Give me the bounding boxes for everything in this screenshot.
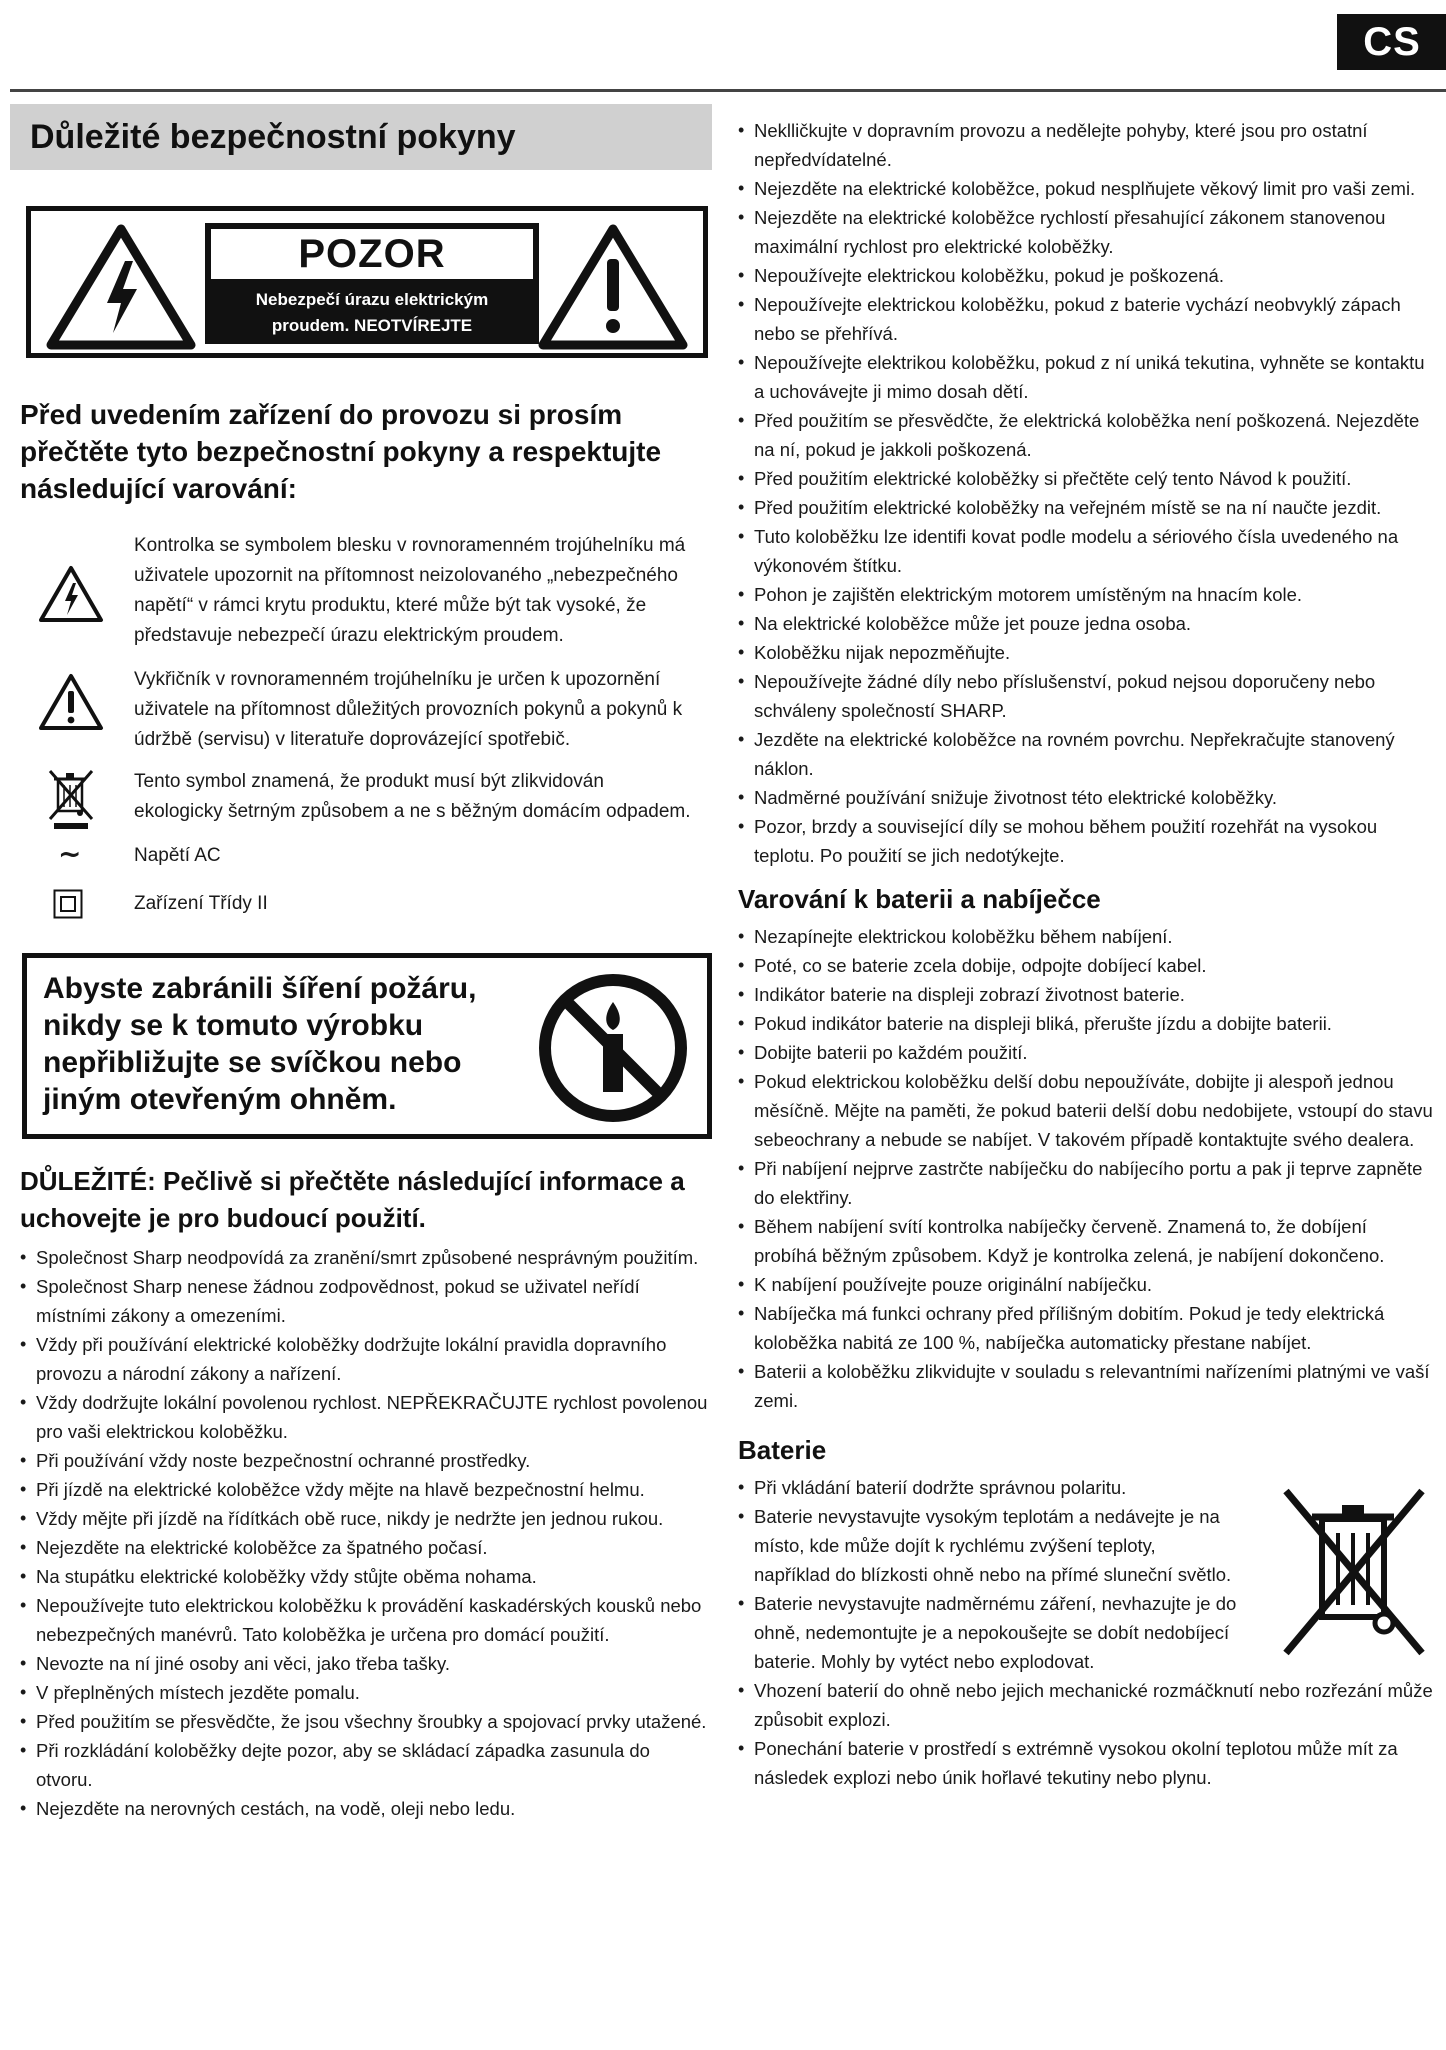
no-candle-icon	[537, 972, 689, 1124]
list-item: • Pohon je zajištěn elektrickým motorem umístěným na hnacím kole.	[738, 580, 1434, 609]
list-item: • Nejezděte na elektrické koloběžce rychlostí přesahující zákonem stanovenou maximální rychlost pro elektrické koloběžky.	[738, 203, 1434, 261]
lightning-triangle-icon	[38, 565, 104, 623]
list-item: • Ponechání baterie v prostředí s extrémně vysokou okolní teplotou může mít za následek explozi nebo únik hořlavé tekutiny nebo plynu.	[738, 1734, 1434, 1792]
symbol-text: Kontrolka se symbolem blesku v rovnoramenném trojúhelníku má uživatele upozornit na přítomnost neizolovaného „nebezpečného napětí“ v rámci krytu produktu, které může být tak vysoké, že představuje nebezpečí úrazu elektrickým proudem.	[134, 535, 686, 646]
list-item: • Nabíječka má funkci ochrany před přílišným dobitím. Pokud je tedy elektrická koloběžka nabitá ze 100 %, nabíječka automaticky přestane nabíjet.	[738, 1299, 1434, 1357]
ac-tilde-icon: ~	[58, 837, 82, 870]
section-title: Důležité bezpečnostní pokyny	[10, 104, 712, 170]
list-item: • Baterii a koloběžku zlikvidujte v souladu s relevantními nařízeními platnými ve vaší zemi.	[738, 1357, 1434, 1415]
right-column	[738, 116, 1434, 1792]
intro-heading: Před uvedením zařízení do provozu si prosím přečtěte tyto bezpečnostní pokyny a respektujte následující varování:	[20, 399, 662, 504]
list-item: • Vždy dodržujte lokální povolenou rychlost. NEPŘEKRAČUJTE rychlost povolenou pro vaši elektrickou koloběžku.	[20, 1388, 708, 1446]
symbol-row-lightning	[20, 531, 712, 651]
batteries-section	[738, 1473, 1434, 1792]
symbol-row-class2	[20, 889, 712, 919]
list-item: • Při jízdě na elektrické koloběžce vždy mějte na hlavě bezpečnostní helmu.	[20, 1475, 708, 1504]
list-item: • Koloběžku nijak nepozměňujte.	[738, 638, 1434, 667]
symbol-text: Vykřičník v rovnoramenném trojúhelníku je určen k upozornění uživatele na přítomnost důležitých provozních pokynů a pokynů k údržbě (servisu) v literatuře doprovázející spotřebič.	[134, 669, 683, 750]
list-item: • Pokud elektrickou koloběžku delší dobu nepoužíváte, dobijte ji alespoň jednou měsíčně. Mějte na paměti, že pokud baterii delší dobu nedobijete, vstoupí do stavu sebeochrany a nebude se nabíjet. V takovém případě kontaktujte svého dealera.	[738, 1067, 1434, 1154]
batteries-heading: Baterie	[738, 1435, 827, 1465]
list-item: • V přeplněných místech jezděte pomalu.	[20, 1678, 708, 1707]
list-item: • Nevozte na ní jiné osoby ani věci, jako třeba tašky.	[20, 1649, 708, 1678]
list-item: • Nadměrné používání snižuje životnost této elektrické koloběžky.	[738, 783, 1434, 812]
header-rule	[10, 89, 1446, 92]
battery-charger-heading: Varování k baterii a nabíječce	[738, 884, 1101, 914]
symbol-text: Zařízení Třídy II	[134, 893, 268, 914]
caution-subtitle: Nebezpečí úrazu elektrickým proudem. NEOTVÍREJTE	[255, 290, 489, 335]
list-item: • Indikátor baterie na displeji zobrazí životnost baterie.	[738, 980, 1434, 1009]
language-tab: CS	[1337, 14, 1446, 70]
list-item: • Dobijte baterii po každém použití.	[738, 1038, 1434, 1067]
list-item: • Nezapínejte elektrickou koloběžku během nabíjení.	[738, 922, 1434, 951]
list-item: • K nabíjení používejte pouze originální nabíječku.	[738, 1270, 1434, 1299]
list-item: • Nejezděte na elektrické koloběžce za špatného počasí.	[20, 1533, 708, 1562]
list-item: • Před použitím elektrické koloběžky si přečtěte celý tento Návod k použití.	[738, 464, 1434, 493]
caution-title: POZOR	[211, 229, 533, 279]
list-item: • Při vkládání baterií dodržte správnou polaritu.	[738, 1473, 1434, 1502]
list-item: • Před použitím elektrické koloběžky na veřejném místě se na ní naučte jezdit.	[738, 493, 1434, 522]
batteries-bullet-list	[738, 1473, 1434, 1792]
double-square-icon	[53, 889, 83, 919]
list-item: • Při používání vždy noste bezpečnostní ochranné prostředky.	[20, 1446, 708, 1475]
exclamation-triangle-icon	[537, 223, 689, 351]
list-item: • Vhození baterií do ohně nebo jejich mechanické rozmáčknutí nebo rozřezání může způsobit explozi.	[738, 1676, 1434, 1734]
list-item: • Společnost Sharp nenese žádnou zodpovědnost, pokud se uživatel neřídí místními zákony a omezeními.	[20, 1272, 708, 1330]
list-item: • Nepoužívejte elektrikou koloběžku, pokud z ní uniká tekutina, vyhněte se kontaktu a uchovávejte ji mimo dosah dětí.	[738, 348, 1434, 406]
left-bullet-list	[20, 1243, 708, 1823]
caution-center	[205, 223, 539, 344]
exclamation-triangle-icon	[38, 673, 104, 731]
symbol-row-exclamation	[20, 665, 712, 755]
list-item: • Nepoužívejte elektrickou koloběžku, pokud z baterie vychází neobvyklý zápach nebo se přehřívá.	[738, 290, 1434, 348]
list-item: • Jezděte na elektrické koloběžce na rovném povrchu. Nepřekračujte stanovený náklon.	[738, 725, 1434, 783]
list-item: • Společnost Sharp neodpovídá za zranění/smrt způsobené nesprávným použitím.	[20, 1243, 708, 1272]
list-item: • Nepoužívejte elektrickou koloběžku, pokud je poškozená.	[738, 261, 1434, 290]
list-item: • Před použitím se přesvědčte, že elektrická koloběžka není poškozená. Nejezděte na ní, pokud je jakkoli poškozená.	[738, 406, 1434, 464]
list-item: • Neklličkujte v dopravním provozu a nedělejte pohyby, které jsou pro ostatní nepředvídatelné.	[738, 116, 1434, 174]
list-item: • Baterie nevystavujte nadměrnému záření, nevhazujte je do ohně, nedemontujte je a nepokoušejte se dobít nedobíjecí baterie. Mohly by vytéct nebo explodovat.	[738, 1589, 1434, 1676]
right-bullet-list-top	[738, 116, 1434, 870]
caution-label	[26, 206, 708, 358]
list-item: • Pozor, brzdy a související díly se mohou během použití rozehřát na vysokou teplotu. Po použití se jich nedotýkejte.	[738, 812, 1434, 870]
list-item: • Nepoužívejte tuto elektrickou koloběžku k provádění kaskadérských kousků nebo nebezpečných manévrů. Tato koloběžka je určena pro domácí použití.	[20, 1591, 708, 1649]
lightning-triangle-icon	[45, 223, 197, 351]
list-item: • Vždy mějte při jízdě na řídítkách obě ruce, nikdy je nedržte jen jednou rukou.	[20, 1504, 708, 1533]
important-heading: DŮLEŽITÉ: Pečlivě si přečtěte následující informace a uchovejte je pro budoucí použití.	[20, 1166, 685, 1233]
list-item: • Na stupátku elektrické koloběžky vždy stůjte oběma nohama.	[20, 1562, 708, 1591]
list-item: • Při rozkládání koloběžky dejte pozor, aby se skládací západka zasunula do otvoru.	[20, 1736, 708, 1794]
list-item: • Při nabíjení nejprve zastrčte nabíječku do nabíjecího portu a pak ji teprve zapněte do elektřiny.	[738, 1154, 1434, 1212]
fire-warning-text: Abyste zabránili šíření požáru, nikdy se k tomuto výrobku nepřibližujte se svíčkou nebo jiným otevřeným ohněm.	[43, 972, 477, 1116]
charger-bullet-list	[738, 922, 1434, 1415]
list-item: • Pokud indikátor baterie na displeji bliká, přerušte jízdu a dobijte baterii.	[738, 1009, 1434, 1038]
list-item: • Vždy při používání elektrické koloběžky dodržujte lokální pravidla dopravního provozu a národní zákony a nařízení.	[20, 1330, 708, 1388]
list-item: • Baterie nevystavujte vysokým teplotám a nedávejte je na místo, kde může dojít k rychlému zvýšení teploty, například do blízkosti ohně nebo na přímé sluneční světlo.	[738, 1502, 1434, 1589]
left-column	[10, 104, 712, 1823]
list-item: • Tuto koloběžku lze identifi kovat podle modelu a sériového čísla uvedeného na výkonovém štítku.	[738, 522, 1434, 580]
symbol-text: Napětí AC	[134, 845, 221, 866]
list-item: • Nejezděte na nerovných cestách, na vodě, oleji nebo ledu.	[20, 1794, 708, 1823]
list-item: • Před použitím se přesvědčte, že jsou všechny šroubky a spojovací prvky utažené.	[20, 1707, 708, 1736]
symbol-row-ac	[20, 837, 712, 871]
list-item: • Nejezděte na elektrické koloběžce, pokud nesplňujete věkový limit pro vaši zemi.	[738, 174, 1434, 203]
fire-warning-box	[22, 953, 712, 1139]
crossed-bin-icon	[46, 767, 96, 831]
list-item: • Nepoužívejte žádné díly nebo příslušenství, pokud nejsou doporučeny nebo schváleny společností SHARP.	[738, 667, 1434, 725]
symbol-text: Tento symbol znamená, že produkt musí být zlikvidován ekologicky šetrným způsobem a ne s běžným domácím odpadem.	[134, 771, 691, 822]
symbol-row-bin	[20, 767, 712, 827]
list-item: • Na elektrické koloběžce může jet pouze jedna osoba.	[738, 609, 1434, 638]
list-item: • Během nabíjení svítí kontrolka nabíječky červeně. Znamená to, že dobíjení probíhá běžným způsobem. Když je kontrolka zelená, je nabíjení dokončeno.	[738, 1212, 1434, 1270]
list-item: • Poté, co se baterie zcela dobije, odpojte dobíjecí kabel.	[738, 951, 1434, 980]
